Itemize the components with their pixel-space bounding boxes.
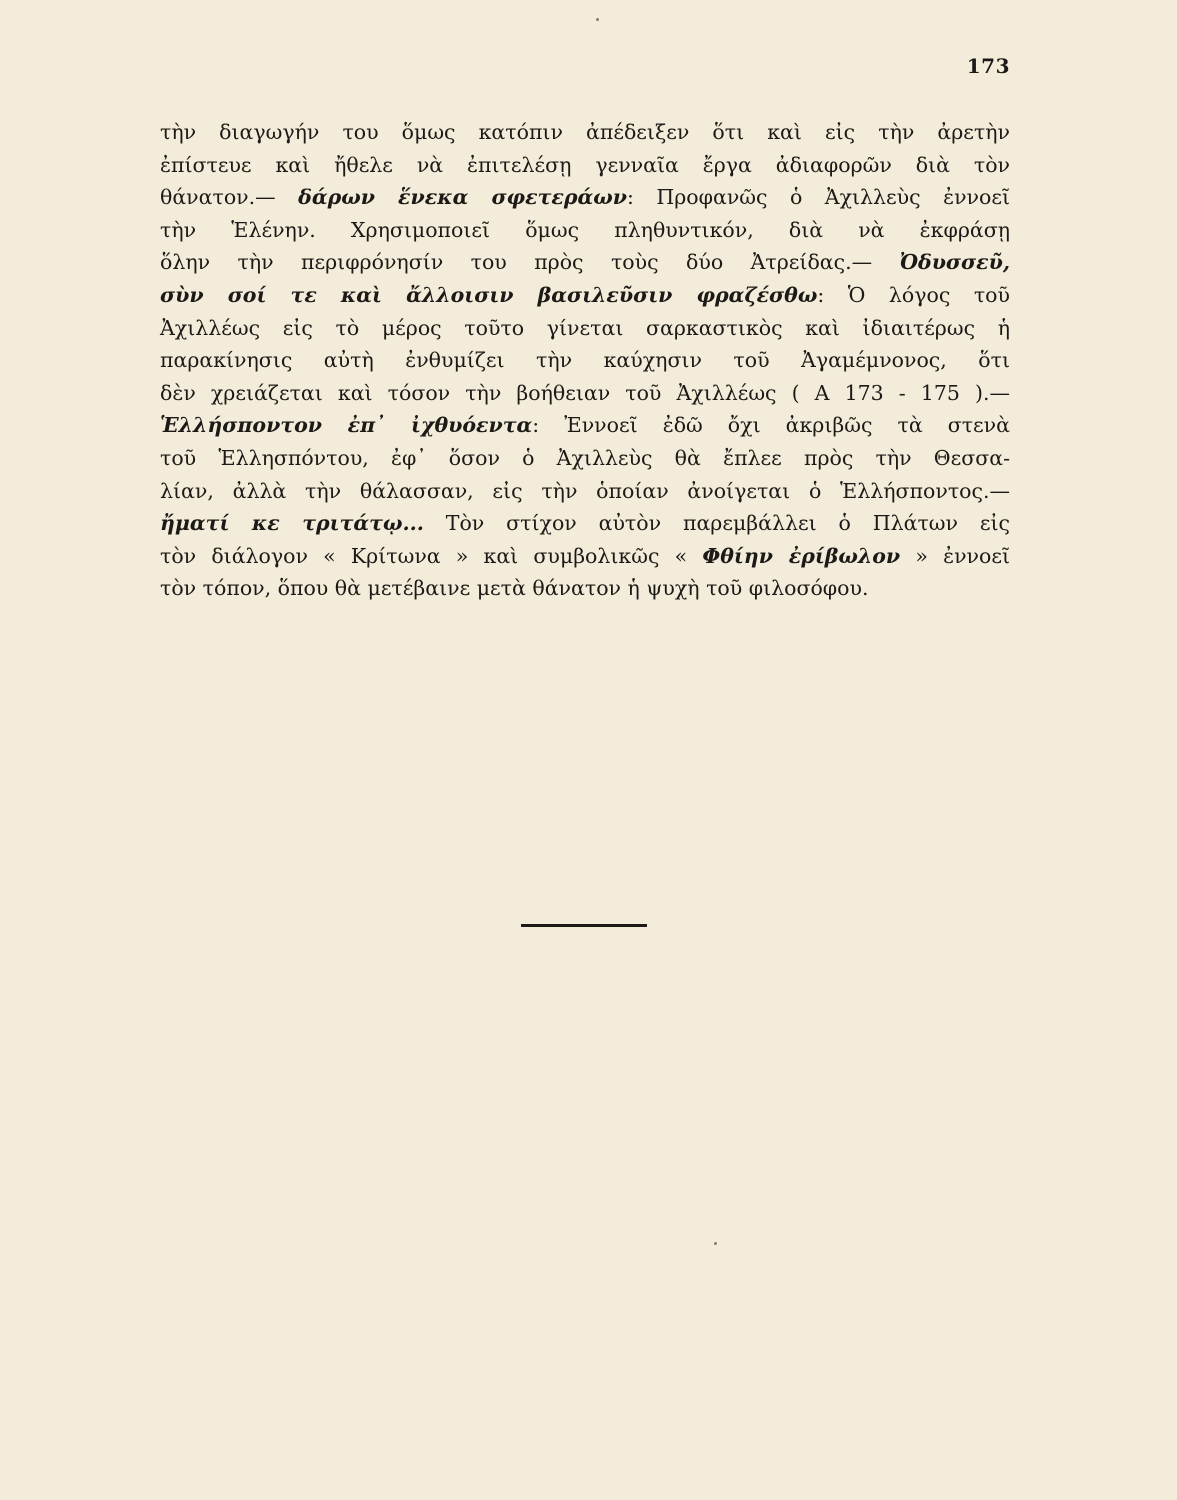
text-line: [160, 279, 1010, 312]
text-segment: Ἀχιλλέως εἰς τὸ μέρος τοῦτο γίνεται σαρκαστικὸς καὶ ἰδιαιτέρως ἡ: [160, 315, 1010, 340]
quoted-verse: δάρων ἕνεκα σφετεράων: [298, 185, 627, 210]
text-segment: λίαν, ἀλλὰ τὴν θάλασσαν, εἰς τὴν ὁποίαν ἀνοίγεται ὁ Ἑλλήσποντος.—: [160, 478, 1010, 503]
text-segment: δὲν χρειάζεται καὶ τόσον τὴν βοήθειαν τοῦ Ἀχιλλέως ( Α 173 - 175 ).—: [160, 380, 1010, 405]
quoted-verse: Φθίην ἐρίβωλον: [702, 543, 901, 568]
text-segment: τοῦ Ἑλλησπόντου, ἐφ᾽ ὅσον ὁ Ἀχιλλεὺς θὰ ἔπλεε πρὸς τὴν Θεσσα-: [160, 445, 1010, 470]
text-segment: τὴν Ἑλένην. Χρησιμοποιεῖ ὅμως πληθυντικόν, διὰ νὰ ἐκφράσῃ: [160, 217, 1010, 242]
page-number: 173: [966, 54, 1010, 78]
quoted-verse: ἤματί κε τριτάτῳ...: [160, 511, 424, 536]
text-segment: » ἐννοεῖ: [900, 543, 1010, 568]
text-segment: παρακίνησις αὐτὴ ἐνθυμίζει τὴν καύχησιν τοῦ Ἀγαμέμνονος, ὅτι: [160, 348, 1010, 373]
text-segment: : Προφανῶς ὁ Ἀχιλλεὺς ἐννοεῖ: [626, 185, 1011, 210]
text-line: [160, 214, 1010, 247]
text-line: [160, 312, 1010, 345]
paper-speck: [596, 18, 599, 21]
text-line: [160, 116, 1010, 149]
quoted-verse: Ἑλλήσποντον ἐπ᾽ ἰχθυόεντα: [160, 413, 533, 438]
text-segment: τὴν διαγωγήν του ὅμως κατόπιν ἀπέδειξεν ὅτι καὶ εἰς τὴν ἀρετὴν: [160, 120, 1010, 144]
text-line: [160, 409, 1010, 442]
text-line: [160, 149, 1010, 182]
text-segment: ὅλην τὴν περιφρόνησίν του πρὸς τοὺς δύο Ἀτρείδας.—: [160, 250, 900, 275]
text-line: [160, 442, 1010, 475]
text-line: [160, 344, 1010, 377]
text-segment: : Ἐννοεῖ ἐδῶ ὄχι ἀκριβῶς τὰ στενὰ: [532, 413, 1010, 438]
text-segment: τὸν τόπον, ὅπου θὰ μετέβαινε μετὰ θάνατον ἡ ψυχὴ τοῦ φιλοσόφου.: [160, 576, 869, 601]
text-line: [160, 377, 1010, 410]
text-line: [160, 475, 1010, 508]
text-segment: ἐπίστευε καὶ ἤθελε νὰ ἐπιτελέσῃ γενναῖα ἔργα ἀδιαφορῶν διὰ τὸν: [160, 152, 1010, 177]
text-segment: : Ὁ λόγος τοῦ: [817, 282, 1010, 307]
text-line: [160, 572, 1010, 605]
text-line: [160, 246, 1010, 279]
text-line: [160, 540, 1010, 573]
text-segment: Τὸν στίχον αὐτὸν παρεμβάλλει ὁ Πλάτων εἰς: [423, 511, 1010, 536]
text-segment: τὸν διάλογον « Κρίτωνα » καὶ συμβολικῶς «: [160, 543, 703, 568]
quoted-verse: Ὀδυσσεῦ,: [899, 250, 1010, 275]
section-divider: [521, 924, 647, 927]
commentary-text: [160, 116, 1010, 605]
quoted-verse: σὺν σοί τε καὶ ἄλλοισιν βασιλεῦσιν φραζέσθω: [160, 282, 818, 307]
text-line: [160, 507, 1010, 540]
text-segment: θάνατον.—: [160, 185, 299, 210]
paper-speck: [714, 1242, 717, 1245]
text-line: [160, 181, 1010, 214]
